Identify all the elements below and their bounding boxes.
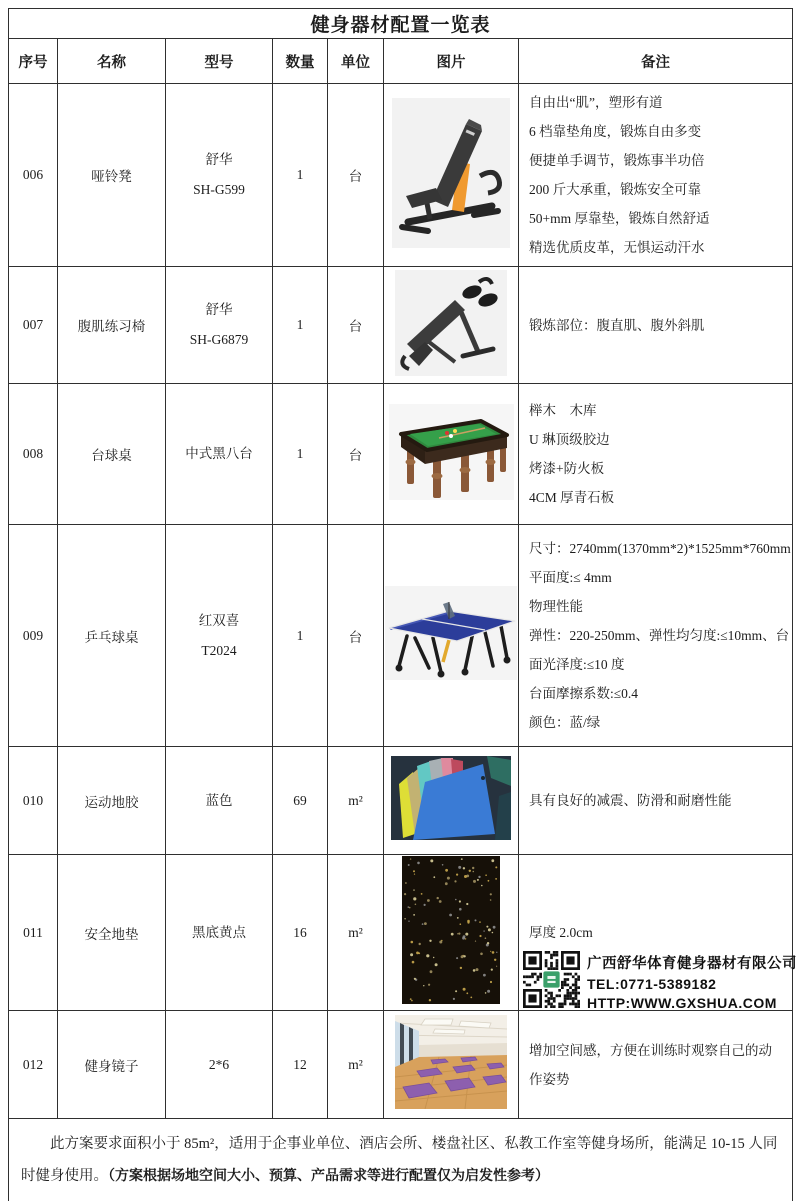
remark-line: 200 斤大承重，锻炼安全可靠 xyxy=(529,182,702,197)
qr-code-icon xyxy=(523,951,580,1008)
equipment-name: 乒乓球桌 xyxy=(58,525,166,747)
ab-crunch-bench-photo xyxy=(395,270,507,376)
equipment-name: 台球桌 xyxy=(58,384,166,525)
unit-value: m² xyxy=(328,747,384,855)
remark-line: 具有良好的减震、防滑和耐磨性能 xyxy=(529,793,732,808)
model-line: SH-G599 xyxy=(193,182,245,197)
remark-line: 物理性能 xyxy=(529,599,583,614)
equipment-name: 哑铃凳 xyxy=(58,84,166,267)
remark-line: 榉木 木库 xyxy=(529,403,597,418)
remark-line: 弹性：220-250mm、弹性均匀度:≤10mm、台 xyxy=(529,628,790,643)
photo-cell xyxy=(384,1011,519,1119)
column-header-3: 型号 xyxy=(166,39,273,84)
model-line: 蓝色 xyxy=(205,792,233,808)
stamp-text-block xyxy=(587,951,797,1011)
equipment-model xyxy=(166,384,273,525)
quantity-value: 1 xyxy=(273,267,328,384)
remark-line: 50+mm 厚靠垫，锻炼自然舒适 xyxy=(529,211,710,226)
column-header-4: 数量 xyxy=(273,39,328,84)
remark-line: 烤漆+防火板 xyxy=(529,461,605,476)
equipment-model xyxy=(166,747,273,855)
table-row xyxy=(9,1011,793,1119)
table-row xyxy=(9,384,793,525)
row-serial-number: 008 xyxy=(9,384,58,525)
quantity-value: 69 xyxy=(273,747,328,855)
model-line: T2024 xyxy=(201,642,237,658)
remark-line: 锻炼部位：腹直肌、腹外斜肌 xyxy=(529,317,705,333)
equipment-model xyxy=(166,1011,273,1119)
page-title: 健身器材配置一览表 xyxy=(9,9,793,39)
remarks-cell xyxy=(519,525,793,747)
row-serial-number: 011 xyxy=(9,855,58,1011)
row-serial-number: 007 xyxy=(9,267,58,384)
title-row xyxy=(9,9,793,39)
model-line: 2*6 xyxy=(208,1056,230,1072)
equipment-name: 腹肌练习椅 xyxy=(58,267,166,384)
photo-cell xyxy=(384,525,519,747)
remark-line: 颜色：蓝/绿 xyxy=(529,715,601,730)
photo-cell xyxy=(384,384,519,525)
unit-value: 台 xyxy=(328,525,384,747)
quantity-value: 1 xyxy=(273,525,328,747)
unit-value: 台 xyxy=(328,267,384,384)
equipment-name: 安全地垫 xyxy=(58,855,166,1011)
row-serial-number: 006 xyxy=(9,84,58,267)
quantity-value: 1 xyxy=(273,384,328,525)
model-line: 舒华 xyxy=(205,152,233,167)
column-header-7: 备注 xyxy=(519,39,793,84)
remark-line: 厚度 2.0cm xyxy=(529,925,593,940)
remark-line: 尺寸：2740mm(1370mm*2)*1525mm*760mm xyxy=(529,541,791,556)
remarks-cell xyxy=(519,267,793,384)
remarks-cell xyxy=(519,1011,793,1119)
footer-main-text: 此方案要求面积小于 85m²，适用于企事业单位、酒店会所、楼盘社区、私教工作室等健身场所，能满足 10-15 人同时健身使用。 xyxy=(21,1136,778,1184)
footer-row xyxy=(9,1119,793,1201)
equipment-config-table xyxy=(8,8,793,1201)
unit-value: 台 xyxy=(328,84,384,267)
remark-line: U 琳顶级胶边 xyxy=(529,432,610,447)
column-header-2: 名称 xyxy=(58,39,166,84)
rubber-safety-mat-photo xyxy=(402,856,500,1004)
model-line: 舒华 xyxy=(205,302,233,317)
column-header-6: 图片 xyxy=(384,39,519,84)
equipment-name: 健身镜子 xyxy=(58,1011,166,1119)
unit-value: 台 xyxy=(328,384,384,525)
row-serial-number: 010 xyxy=(9,747,58,855)
pingpong-table-photo xyxy=(385,586,517,680)
stamp-phone: TEL:0771-5389182 xyxy=(587,976,717,992)
billiard-table-photo xyxy=(389,404,514,500)
model-line: 中式黑八台 xyxy=(185,446,253,461)
unit-value: m² xyxy=(328,855,384,1011)
remark-line: 平面度:≤ 4mm xyxy=(529,570,612,585)
equipment-model xyxy=(166,267,273,384)
photo-cell xyxy=(384,267,519,384)
photo-cell xyxy=(384,747,519,855)
remark-line: 自由出“肌”，塑形有道 xyxy=(529,95,663,110)
model-line: SH-G6879 xyxy=(189,332,249,347)
sports-flooring-photo xyxy=(391,756,511,840)
model-line: 红双喜 xyxy=(198,612,240,628)
model-line: 黑底黄点 xyxy=(192,924,246,940)
column-header-5: 单位 xyxy=(328,39,384,84)
table-row xyxy=(9,525,793,747)
stamp-website: HTTP:WWW.GXSHUA.COM xyxy=(587,995,777,1011)
quantity-value: 16 xyxy=(273,855,328,1011)
remark-line: 面光泽度:≤10 度 xyxy=(529,657,625,672)
remark-line: 便捷单手调节，锻炼事半功倍 xyxy=(529,153,705,168)
row-serial-number: 009 xyxy=(9,525,58,747)
footer-bold-note: （方案根据场地空间大小、预算、产品需求等进行配置仅为启发性参考） xyxy=(108,1167,549,1183)
equipment-model xyxy=(166,855,273,1011)
unit-value: m² xyxy=(328,1011,384,1119)
table-header-row xyxy=(9,39,793,84)
table-row xyxy=(9,84,793,267)
adjustable-dumbbell-bench-photo xyxy=(392,98,510,248)
quantity-value: 1 xyxy=(273,84,328,267)
remarks-cell xyxy=(519,84,793,267)
stamp-company-name: 广西舒华体育健身器材有限公司 xyxy=(587,956,797,972)
quantity-value: 12 xyxy=(273,1011,328,1119)
remark-line: 4CM 厚青石板 xyxy=(529,490,615,505)
footer-paragraph xyxy=(21,1129,780,1192)
remark-line: 台面摩擦系数:≤0.4 xyxy=(529,686,639,701)
remark-line: 精选优质皮革，无惧运动汗水 xyxy=(529,240,705,255)
photo-cell xyxy=(384,855,519,1011)
remark-line: 增加空间感，方便在训练时观察自己的动作姿势 xyxy=(529,1042,772,1087)
footer-cell xyxy=(9,1119,793,1201)
table-row xyxy=(9,747,793,855)
table-row xyxy=(9,267,793,384)
company-stamp xyxy=(523,951,797,1011)
remarks-cell xyxy=(519,747,793,855)
yoga-room-mirror-photo xyxy=(395,1015,507,1109)
row-serial-number: 012 xyxy=(9,1011,58,1119)
remark-line: 6 档靠垫角度，锻炼自由多变 xyxy=(529,124,702,139)
equipment-name: 运动地胶 xyxy=(58,747,166,855)
column-header-1: 序号 xyxy=(9,39,58,84)
photo-cell xyxy=(384,84,519,267)
equipment-model xyxy=(166,84,273,267)
equipment-model xyxy=(166,525,273,747)
remarks-cell xyxy=(519,384,793,525)
